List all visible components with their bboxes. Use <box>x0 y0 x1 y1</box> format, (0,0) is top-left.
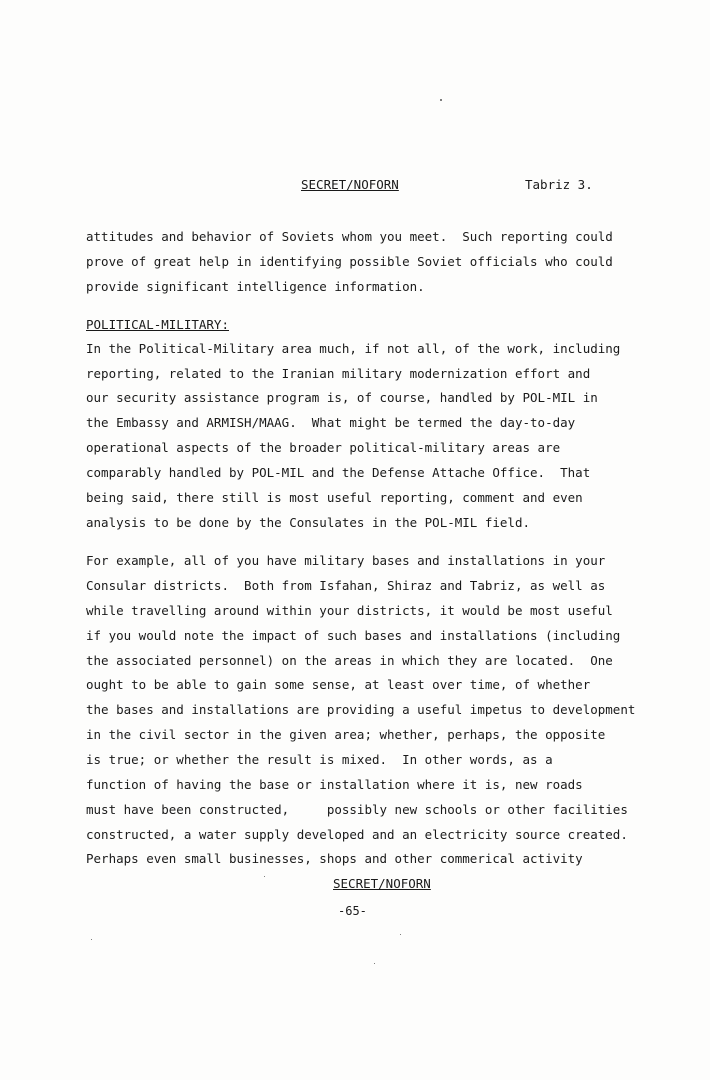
paragraph-3-line: in the civil sector in the given area; whether, perhaps, the opposite <box>86 727 606 742</box>
paragraph-3-line: if you would note the impact of such bases and installations (including <box>86 628 621 643</box>
paragraph-2-line: our security assistance program is, of course, handled by POL-MIL in <box>86 390 598 405</box>
scan-speck <box>374 963 375 964</box>
paragraph-3-line: while travelling around within your districts, it would be most useful <box>86 603 613 618</box>
page-number: -65- <box>338 904 367 918</box>
paragraph-2-line: operational aspects of the broader political-military areas are <box>86 440 561 455</box>
paragraph-3-line: constructed, a water supply developed and an electricity source created. <box>86 827 628 842</box>
paragraph-3-line: ought to be able to gain some sense, at least over time, of whether <box>86 677 591 692</box>
paragraph-2-line: analysis to be done by the Consulates in the POL-MIL field. <box>86 515 531 530</box>
scan-speck <box>91 939 92 940</box>
paragraph-2-line: being said, there still is most useful reporting, comment and even <box>86 490 583 505</box>
footer-classification: SECRET/NOFORN <box>333 876 431 891</box>
header-classification: SECRET/NOFORN <box>301 177 399 192</box>
section-heading: POLITICAL-MILITARY: <box>86 317 229 332</box>
paragraph-3-line: the bases and installations are providing a useful impetus to development <box>86 702 636 717</box>
paragraph-3-line: must have been constructed, possibly new schools or other facilities <box>86 802 628 817</box>
paragraph-3-line: Perhaps even small businesses, shops and other commerical activity <box>86 851 583 866</box>
paragraph-2-line: comparably handled by POL-MIL and the Defense Attache Office. That <box>86 465 591 480</box>
paragraph-2-line: In the Political-Military area much, if not all, of the work, including <box>86 341 621 356</box>
scan-speck <box>264 876 265 877</box>
paragraph-3-line: Consular districts. Both from Isfahan, Shiraz and Tabriz, as well as <box>86 578 606 593</box>
scan-speck <box>440 99 442 101</box>
paragraph-3-line: the associated personnel) on the areas in which they are located. One <box>86 653 613 668</box>
paragraph-1-line: attitudes and behavior of Soviets whom you meet. Such reporting could <box>86 229 613 244</box>
paragraph-1-line: provide significant intelligence information. <box>86 279 425 294</box>
paragraph-3-line: function of having the base or installation where it is, new roads <box>86 777 583 792</box>
paragraph-2-line: reporting, related to the Iranian military modernization effort and <box>86 366 591 381</box>
paragraph-1-line: prove of great help in identifying possible Soviet officials who could <box>86 254 613 269</box>
paragraph-3-line: is true; or whether the result is mixed. In other words, as a <box>86 752 553 767</box>
paragraph-2-line: the Embassy and ARMISH/MAAG. What might be termed the day-to-day <box>86 415 576 430</box>
paragraph-3-line: For example, all of you have military bases and installations in your <box>86 553 606 568</box>
header-page-reference: Tabriz 3. <box>525 177 593 192</box>
scan-speck <box>400 934 401 935</box>
